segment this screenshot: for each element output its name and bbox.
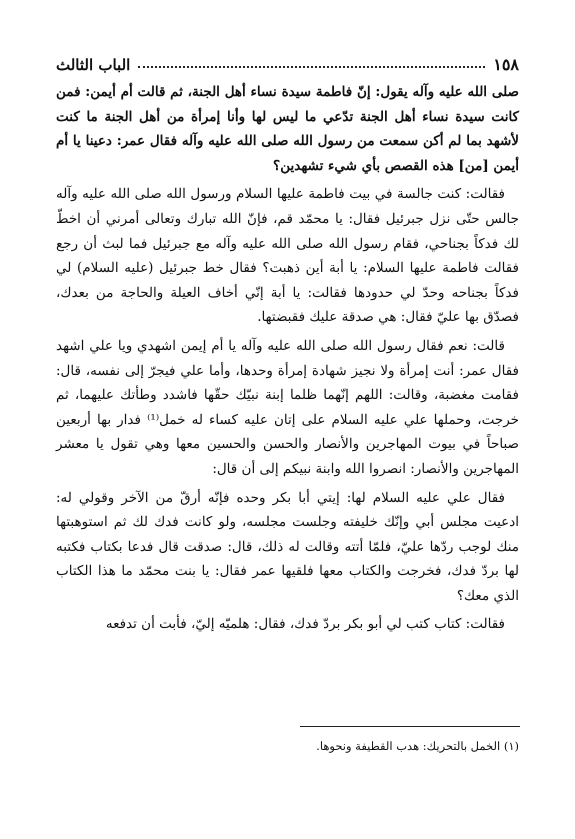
paragraph-1: صلى الله عليه وآله يقول: إنّ فاطمة سيدة نساء أهل الجنة، ثم قالت أم أيمن: فمن كانت سيدة نساء أهل الجنة تدّعي ما ليس لها وأنا إمرأة من أهل الجنة ما كنت لأشهد بما لم أكن سمعت من رسول الله صلى الله عليه وآله فقال عمر: دعينا يا أم أيمن [من] هذه القصص بأي شيء تشهدين؟ bbox=[56, 84, 519, 174]
footnote-separator bbox=[300, 726, 520, 727]
header-dotted-leader bbox=[138, 66, 485, 68]
page-body bbox=[56, 80, 519, 637]
paragraph-2: فقالت: كنت جالسة في بيت فاطمة عليها السلام ورسول الله صلى الله عليه وآله جالس حتّى نزل جبرئيل فقال: يا محمّد قم، فإنّ الله تبارك وتعالى أمرني أن اخطّ لك فدكاً بجناحي، فقام رسول الله صلى الله عليه وآله مع جبرئيل فما لبث أن رجع فقالت فاطمة عليها السلام: يا أبة أين ذهبت؟ فقال خط جبرئيل (عليه السلام) لي فدكاً بجناحه وحدّ لي حدودها فقالت: يا أبة إنّي أخاف العيلة والحاجة من بعدك، فصدّق بها عليّ فقال: هي صدقة عليك فقبضتها. bbox=[56, 186, 519, 326]
chapter-title: الباب الثالث bbox=[56, 56, 131, 74]
page-number: ١٥٨ bbox=[493, 55, 519, 74]
paragraph-4: فقال علي عليه السلام لها: إيتي أبا بكر وحده فإنّه أرقّ من الآخر وقولي له: ادعيت مجلس أبي وإنّك خليفته وجلست مجلسه، ولو كانت فدك لك ثم استوهبتها منك لوجب ردّها عليّ، فلمّا أتته وقالت له ذلك، قال: صدقت قال فدعا بكتاب فكتبه لها بردّ فدك، فخرجت والكتاب معها فلقيها عمر فقال: يا بنت محمّد ما هذا الكتاب الذي معك؟ bbox=[56, 489, 519, 604]
paragraph-3: قالت: نعم فقال رسول الله صلى الله عليه وآله يا أم إيمن اشهدي ويا علي اشهد فقال عمر: أنت إمرأة ولا نجيز شهادة إمرأة وحدها، وأما علي فيجرّ إلى نفسه، قال: فقامت مغضبة، وقالت: اللهم إنّهما ظلما إبنة نبيّك حقّها فاشدد وطأتك عليهما، ثم خرجت، وحملها علي عليه السلام على إتان عليه كساء له خمل⁽¹⁾ فدار بها أربعين صباحاً في بيوت المهاجرين والأنصار والحسن والحسين معها وهي تقول يا معشر المهاجرين والأنصار: انصروا الله وابنة نبيكم إلى أن قال: bbox=[56, 337, 519, 477]
paragraph-5: فقالت: كتاب كتب لي أبو بكر بردّ فدك، فقال: هلميّه إليّ، فأبت أن تدفعه bbox=[105, 616, 505, 633]
footnote: (١) الخمل بالتحريك: هدب القطيفة ونحوها. bbox=[316, 739, 519, 753]
page-header bbox=[56, 52, 519, 74]
